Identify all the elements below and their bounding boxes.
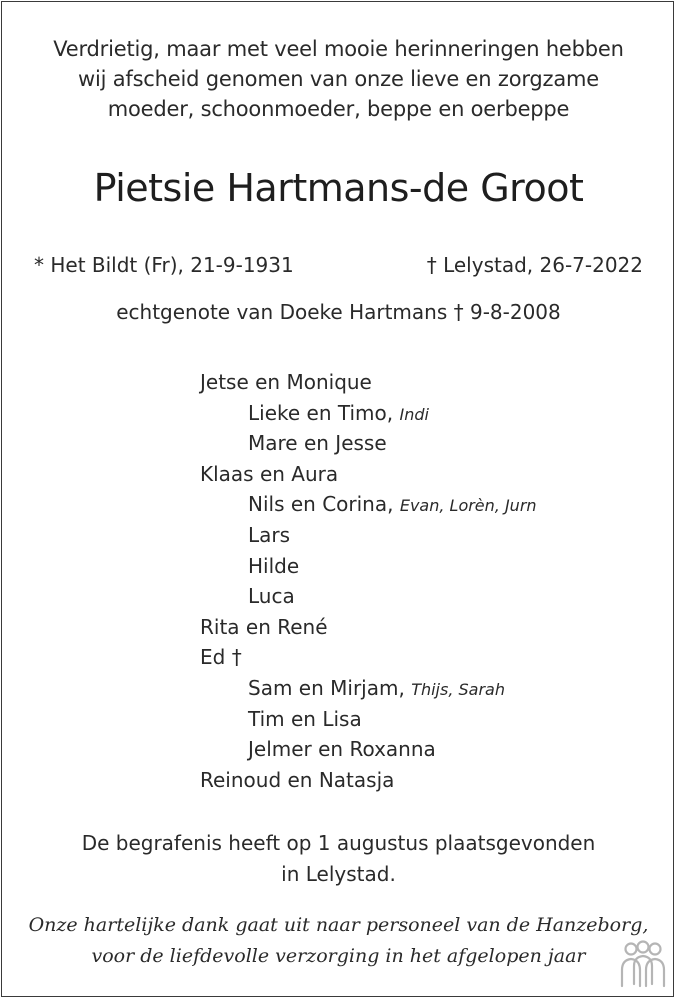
spouse-info: echtgenote van Doeke Hartmans † 9-8-2008 (116, 300, 561, 324)
family-row (200, 367, 537, 398)
family-row (200, 551, 537, 582)
family-names: Ed † (200, 645, 242, 670)
family-names: Lieke en Timo, (248, 400, 400, 425)
family-row (200, 704, 537, 735)
family-names: Hilde (248, 553, 300, 578)
family-row (200, 398, 537, 429)
intro-line: moeder, schoonmoeder, beppe en oerbeppe (107, 97, 570, 121)
family-row (200, 734, 537, 765)
family-row (200, 673, 537, 704)
family-names: Nils en Corina, (248, 492, 400, 517)
family-group-icon (617, 940, 669, 990)
family-names: Sam en Mirjam, (248, 675, 412, 700)
intro-line: wij afscheid genomen van onze lieve en zorgzame (77, 67, 599, 91)
grandchildren-names: Evan, Lorèn, Jurn (399, 496, 537, 516)
family-row (200, 520, 537, 551)
family-row (200, 612, 537, 643)
family-row (200, 581, 537, 612)
deceased-name: Pietsie Hartmans-de Groot (93, 166, 584, 210)
funeral-line: in Lelystad. (281, 862, 396, 886)
family-row (200, 459, 537, 490)
family-names: Jetse en Monique (200, 370, 372, 394)
death-info: † Lelystad, 26-7-2022 (426, 253, 643, 277)
family-row (200, 428, 537, 459)
family-names: Jelmer en Roxanna (248, 737, 436, 762)
birth-info: * Het Bildt (Fr), 21-9-1931 (34, 253, 294, 277)
family-list (200, 367, 537, 795)
family-names: Rita en René (200, 614, 328, 639)
family-names: Mare en Jesse (248, 431, 387, 456)
thanks-line: Onze hartelijke dank gaat uit naar personeel van de Hanzeborg, (28, 914, 649, 936)
intro-text (0, 34, 677, 124)
family-row (200, 489, 537, 520)
thanks-text (0, 910, 677, 972)
family-names: Tim en Lisa (248, 706, 362, 731)
grandchildren-names: Thijs, Sarah (411, 679, 505, 699)
family-row (200, 642, 537, 673)
family-names: Reinoud en Natasja (200, 767, 395, 792)
family-names: Lars (248, 522, 291, 547)
family-names: Klaas en Aura (200, 461, 339, 486)
thanks-line: voor de liefdevolle verzorging in het afgelopen jaar (91, 945, 586, 967)
family-names: Luca (248, 584, 295, 609)
family-row (200, 765, 537, 796)
grandchildren-names: Indi (399, 404, 429, 424)
funeral-line: De begrafenis heeft op 1 augustus plaatsgevonden (81, 831, 596, 855)
intro-line: Verdrietig, maar met veel mooie herinneringen hebben (53, 37, 624, 61)
funeral-text (0, 828, 677, 890)
